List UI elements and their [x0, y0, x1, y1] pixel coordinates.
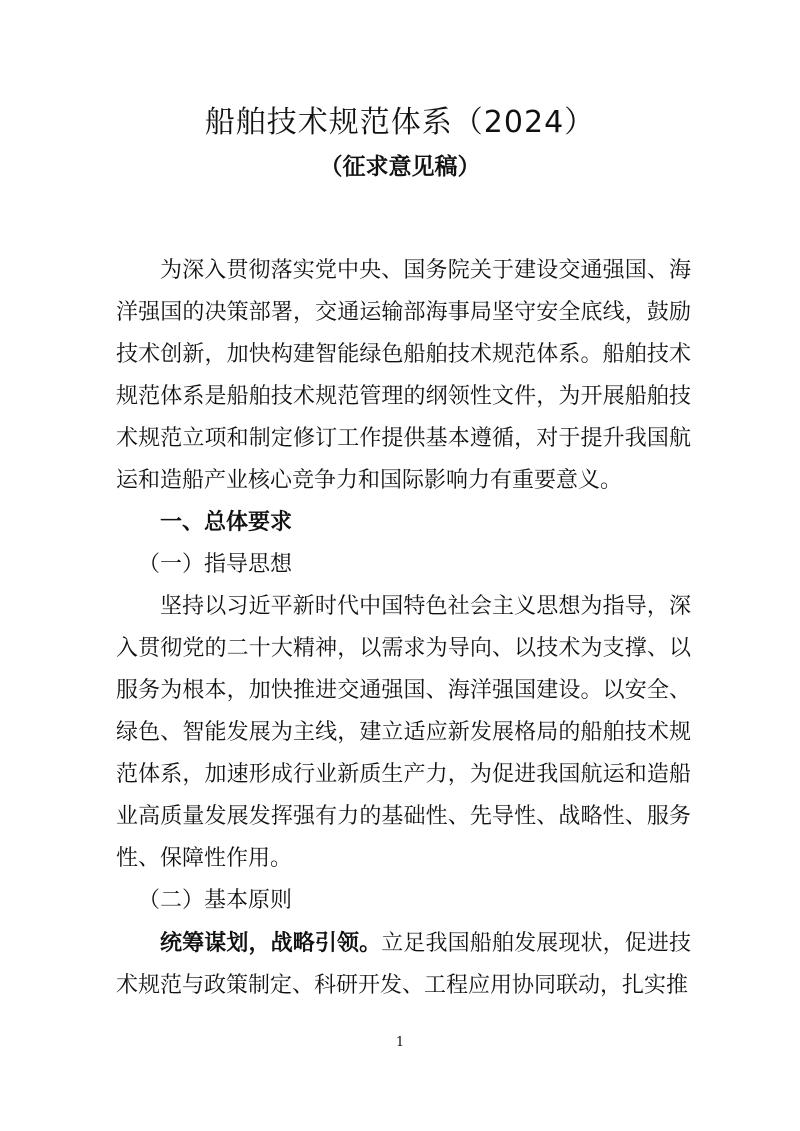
document-title: 船舶技术规范体系（2024）: [204, 105, 596, 140]
document-subtitle: （征求意见稿）: [319, 153, 481, 180]
intro-paragraph: 为深入贯彻落实党中央、国务院关于建设交通强国、海洋强国的决策部署，交通运输部海事局坚守安全底线，鼓励技术创新，加快构建智能绿色船舶技术规范体系。船舶技术规范体系是船舶技术规范管理的纲领性文件，为开展船舶技术规范立项和制定修订工作提供基本遵循，对于提升我国航运和造船产业核心竞争力和国际影响力有重要意义。: [116, 258, 691, 493]
principle-lead: 统筹谋划，战略引领。: [160, 930, 382, 956]
page-number: 1: [395, 1035, 405, 1050]
subsection-heading-basic-principles: （二）基本原则: [138, 888, 293, 913]
subsection-heading-guiding-ideology: （一）指导思想: [138, 552, 293, 577]
guiding-ideology-paragraph: 坚持以习近平新时代中国特色社会主义思想为指导，深入贯彻党的二十大精神，以需求为导向、以技术为支撑、以服务为根本，加快推进交通强国、海洋强国建设。以安全、绿色、智能发展为主线，建立适应新发展格局的船舶技术规范体系，加速形成行业新质生产力，为促进我国航运和造船业高质量发展发挥强有力的基础性、先导性、战略性、服务性、保障性作用。: [116, 594, 691, 871]
principle-paragraph: [116, 922, 691, 1007]
section-heading-general-requirements: 一、总体要求: [160, 510, 293, 535]
principle-text: 立足我国船舶发展现状，促进技术规范与政策制定、科研开发、工程应用协同联动，扎实推: [116, 931, 691, 998]
